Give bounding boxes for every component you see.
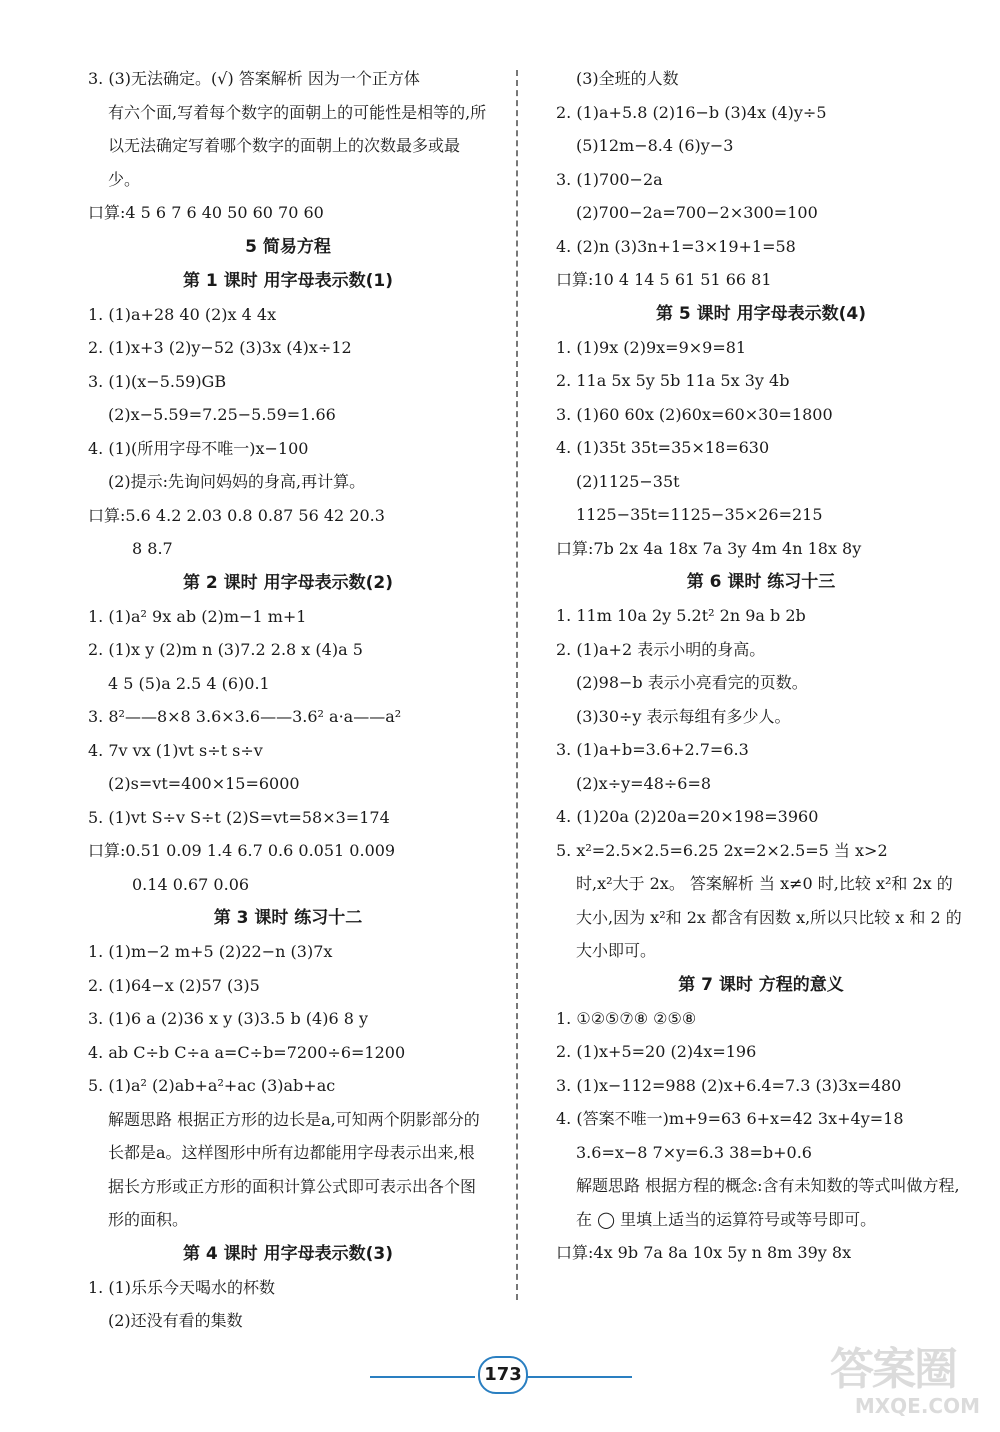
answer-line: 4. 7v vx (1)vt s÷t s÷v <box>88 740 263 760</box>
answer-line: 1. 11m 10a 2y 5.2t² 2n 9a b 2b <box>556 606 806 625</box>
watermark-url: MXQE.COM <box>854 1394 980 1418</box>
answer-line: 2. (1)x+3 (2)y−52 (3)3x (4)x÷12 <box>88 338 352 357</box>
answer-line: (2)s=vt=400×15=6000 <box>108 774 300 793</box>
answer-line: 3. (1)a+b=3.6+2.7=6.3 <box>556 740 749 759</box>
answer-line: 2. (1)a+2 表示小明的身高。 <box>556 639 766 659</box>
explanation-paragraph: 解题思路 根据正方形的边长是a,可知两个阴影部分的长都是a。这样图形中所有边都能用字母表示出来,根据长方形或正方形的面积计算公式即可表示出各个图形的面积。 <box>108 1109 480 1229</box>
answer-line: 口算:5.6 4.2 2.03 0.8 0.87 56 42 20.3 <box>88 505 385 525</box>
answer-line: 4 5 (5)a 2.5 4 (6)0.1 <box>108 673 270 693</box>
answer-line: 1. (1)a+28 40 (2)x 4 4x <box>88 304 277 324</box>
answer-line: 4. (1)20a (2)20a=20×198=3960 <box>556 807 819 826</box>
answer-line: 3. (3)无法确定。(√) 答案解析 因为一个正方体 <box>88 69 420 88</box>
answer-line: (2)还没有看的集数 <box>108 1311 243 1330</box>
watermark <box>830 1346 980 1418</box>
answer-line: 2. (1)x y (2)m n (3)7.2 2.8 x (4)a 5 <box>88 640 363 659</box>
explanation-paragraph: 时,x²大于 2x。 答案解析 当 x≠0 时,比较 x²和 2x 的大小,因为 x²和 2x 都含有因数 x,所以只比较 x 和 2 的大小即可。 <box>576 874 962 960</box>
answer-line: (2)98−b 表示小亮看完的页数。 <box>576 673 808 692</box>
answer-line: 3. (1)x−112=988 (2)x+6.4=7.3 (3)3x=480 <box>556 1075 902 1095</box>
answer-line: 8 8.7 <box>132 539 173 558</box>
answer-line: 4. ab C÷b C÷a a=C÷b=7200÷6=1200 <box>88 1042 406 1062</box>
answer-line: 4. (1)35t 35t=35×18=630 <box>556 438 770 457</box>
answer-line: 3. (1)(x−5.59)GB <box>88 371 227 391</box>
answer-line: 5. (1)vt S÷v S÷t (2)S=vt=58×3=174 <box>88 807 390 827</box>
explanation-paragraph: 有六个面,写着每个数字的面朝上的可能性是相等的,所以无法确定写着哪个数字的面朝上的次数最多或最少。 <box>108 102 487 189</box>
answer-line: (2)x−5.59=7.25−5.59=1.66 <box>108 405 336 424</box>
right-column <box>556 62 966 1270</box>
answer-line: 2. 11a 5x 5y 5b 11a 5x 3y 4b <box>556 371 790 390</box>
answer-line: (5)12m−8.4 (6)y−3 <box>576 136 734 155</box>
answer-line: (3)全班的人数 <box>576 69 679 88</box>
section-heading: 第 1 课时 用字母表示数(1) <box>183 270 393 291</box>
answer-line: 1. ①②⑤⑦⑧ ②⑤⑧ <box>556 1008 697 1028</box>
answer-line: 3. (1)6 a (2)36 x y (3)3.5 b (4)6 8 y <box>88 1009 369 1028</box>
section-heading: 第 4 课时 用字母表示数(3) <box>183 1243 393 1264</box>
column-divider <box>516 70 518 1300</box>
answer-line: 1125−35t=1125−35×26=215 <box>576 505 823 524</box>
watermark-logo: 答案圈 <box>830 1344 956 1395</box>
answer-line: 3. (1)60 60x (2)60x=60×30=1800 <box>556 404 833 424</box>
answer-line: 2. (1)a+5.8 (2)16−b (3)4x (4)y÷5 <box>556 102 827 122</box>
answer-line: 5. x²=2.5×2.5=6.25 2x=2×2.5=5 当 x>2 <box>556 840 888 860</box>
answer-line: 口算:0.51 0.09 1.4 6.7 0.6 0.051 0.009 <box>88 841 396 860</box>
answer-line: (3)30÷y 表示每组有多少人。 <box>576 706 791 726</box>
answer-line: 4. (2)n (3)3n+1=3×19+1=58 <box>556 236 796 256</box>
footer-rule-right <box>527 1376 632 1378</box>
section-heading: 第 6 课时 练习十三 <box>686 572 836 592</box>
section-heading: 5 简易方程 <box>245 236 331 257</box>
answer-line: 口算:7b 2x 4a 18x 7a 3y 4m 4n 18x 8y <box>556 538 862 558</box>
answer-line: (2)1125−35t <box>576 471 680 491</box>
page-number: 173 <box>478 1356 528 1394</box>
answer-line: (2)x÷y=48÷6=8 <box>576 773 712 793</box>
answer-line: 口算:4x 9b 7a 8a 10x 5y n 8m 39y 8x <box>556 1243 852 1262</box>
section-heading: 第 5 课时 用字母表示数(4) <box>656 303 866 324</box>
answer-line: 1. (1)乐乐今天喝水的杯数 <box>88 1277 276 1297</box>
answer-line: 3.6=x−8 7×y=6.3 38=b+0.6 <box>576 1142 812 1162</box>
section-heading: 第 3 课时 练习十二 <box>213 908 363 928</box>
answer-line: 口算:4 5 6 7 6 40 50 60 70 60 <box>88 203 324 222</box>
answer-line: 1. (1)a² 9x ab (2)m−1 m+1 <box>88 606 307 626</box>
answer-line: 5. (1)a² (2)ab+a²+ac (3)ab+ac <box>88 1076 336 1095</box>
answer-line: (2)700−2a=700−2×300=100 <box>576 203 818 222</box>
answer-line: 3. 8²——8×8 3.6×3.6——3.6² a·a——a² <box>88 707 402 726</box>
explanation-paragraph: 解题思路 根据方程的概念:含有未知数的等式叫做方程,在 ◯ 里填上适当的运算符号或等号即可。 <box>576 1176 960 1229</box>
left-column <box>88 62 488 1338</box>
answer-line: 0.14 0.67 0.06 <box>132 874 250 894</box>
answer-line: 2. (1)x+5=20 (2)4x=196 <box>556 1042 757 1061</box>
section-heading: 第 2 课时 用字母表示数(2) <box>183 572 393 593</box>
footer-rule-left <box>370 1376 475 1378</box>
answer-line: 2. (1)64−x (2)57 (3)5 <box>88 975 260 995</box>
answer-line: 4. (1)(所用字母不唯一)x−100 <box>88 438 309 458</box>
answer-line: (2)提示:先询问妈妈的身高,再计算。 <box>108 472 366 491</box>
answer-line: 1. (1)m−2 m+5 (2)22−n (3)7x <box>88 942 333 961</box>
answer-line: 3. (1)700−2a <box>556 169 663 189</box>
answer-line: 口算:10 4 14 5 61 51 66 81 <box>556 270 772 289</box>
answer-line: 1. (1)9x (2)9x=9×9=81 <box>556 337 747 357</box>
section-heading: 第 7 课时 方程的意义 <box>678 974 844 995</box>
answer-line: 4. (答案不唯一)m+9=63 6+x=42 3x+4y=18 <box>556 1109 904 1128</box>
